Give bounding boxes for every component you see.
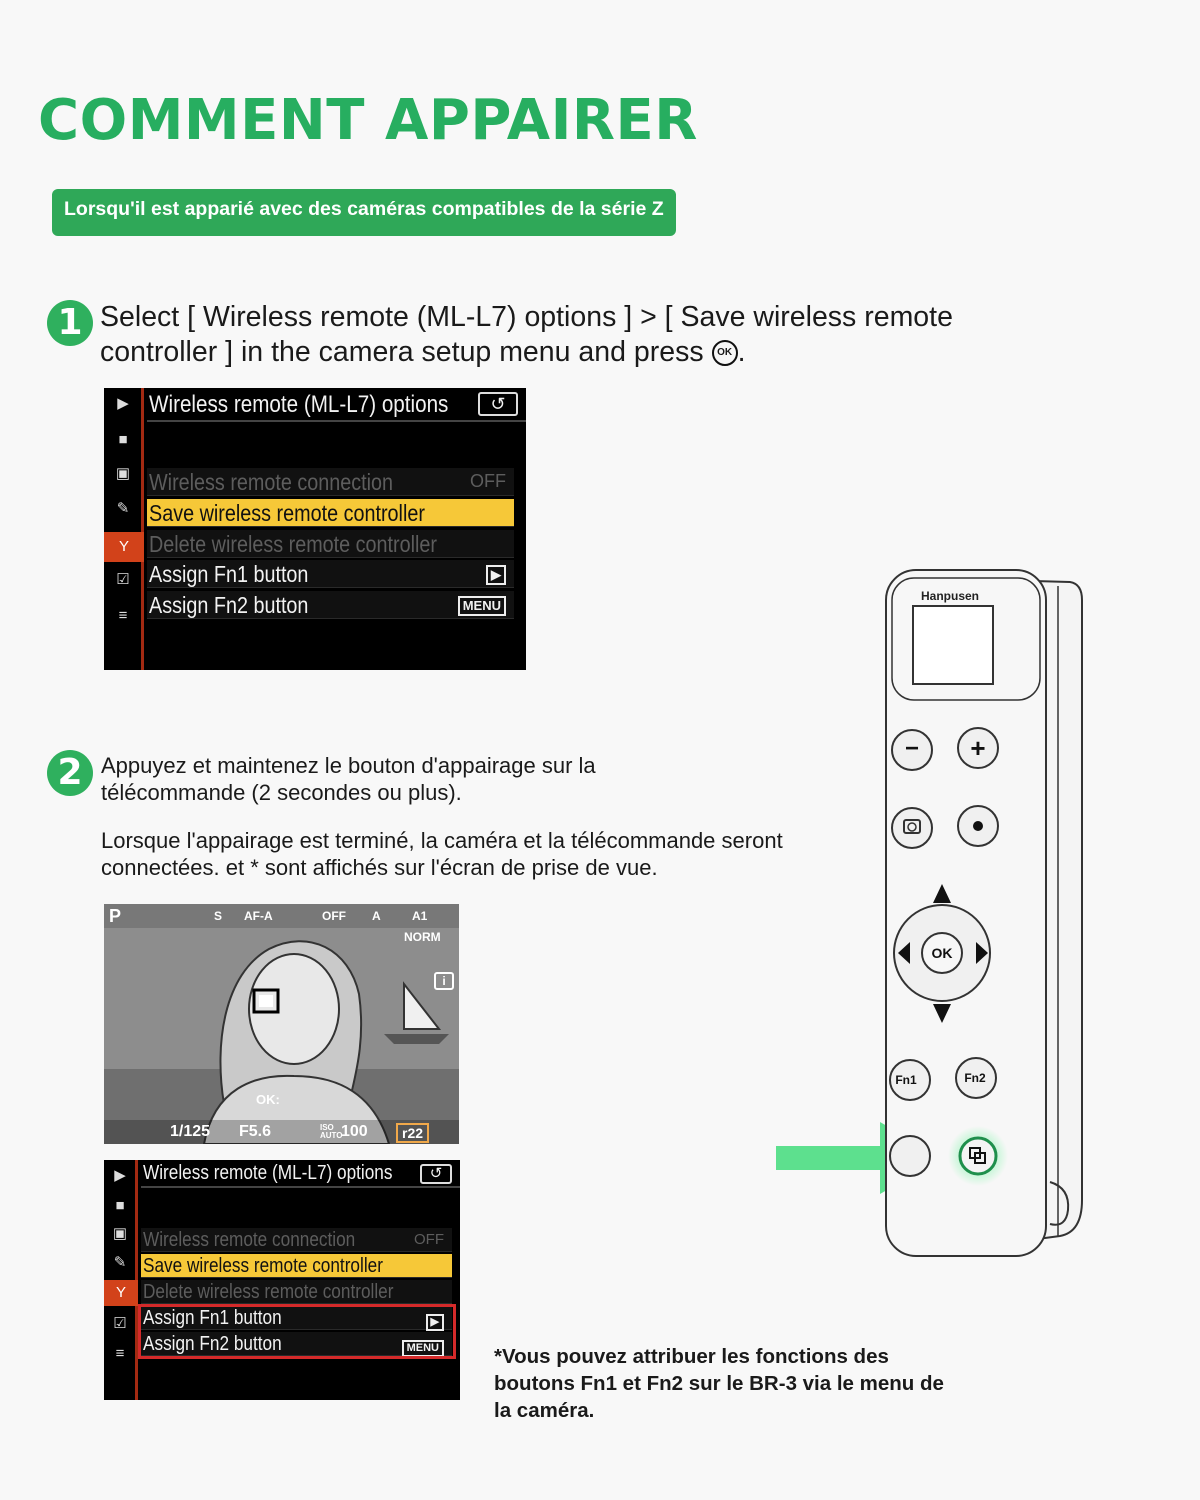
menu-title: Wireless remote (ML-L7) options [149,391,449,418]
menu-item-save-controller: Save wireless remote controller [147,499,514,527]
footnote: *Vous pouvez attribuer les fonctions des boutons Fn1 et Fn2 sur le BR-3 via le menu de la caméra. [494,1345,944,1422]
menu-item-assign-fn1: Assign Fn1 button ▶ [141,1306,452,1330]
lv-indicator-s: S [214,909,223,923]
page-title: COMMENT APPAIRER [38,88,698,153]
pencil-icon: ✎ [113,1254,127,1271]
lv-bottom-bar [104,1120,459,1144]
menu-sidebar [104,388,144,670]
camera-icon: ■ [118,431,128,448]
step-1-instruction [100,300,1060,370]
lv-mode: P [109,906,122,926]
menu-item-wireless-connection: Wireless remote connection OFF [147,468,514,496]
camera-menu-screen-2 [104,1160,460,1400]
step-2-instruction: Appuyez et maintenez le bouton d'appairage sur la télécommande (2 secondes ou plus). [101,753,596,805]
lv-indicator-off: OFF [322,909,346,923]
lv-iso-label: ISO AUTO [320,1123,343,1140]
menu-sidebar [104,1160,138,1400]
wrench-icon: Y [104,1280,138,1306]
lv-ok-hint: OK: [256,1092,280,1107]
step-2-note: Lorsque l'appairage est terminé, la caméra et la télécommande seront connectées. et * sont affichés sur l'écran de prise de vue. [101,828,783,880]
lv-shutter: 1/125 [170,1123,211,1140]
pencil-icon: ✎ [116,500,130,517]
lv-indicator-a: A [372,909,381,923]
lv-info-icon: i [434,972,454,990]
menu-item-save-controller: Save wireless remote controller [141,1254,452,1278]
menu-header [141,1160,460,1188]
lv-quality: NORM [404,930,441,944]
menu-title: Wireless remote (ML-L7) options [143,1162,393,1184]
menu-item-delete-controller: Delete wireless remote controller [147,530,514,558]
playback-box-icon: ▶ [426,1314,444,1331]
menu-item-assign-fn1: Assign Fn1 button ▶ [147,560,514,588]
step-1-trailing: . [737,336,746,368]
retouch-icon: ☑ [116,571,130,588]
menu-box-icon: MENU [402,1340,444,1357]
ok-button-icon: OK [712,340,738,366]
movie-icon: ▣ [112,1225,128,1242]
menu-box-icon: MENU [458,596,506,616]
step-2-number: 2 [47,750,93,796]
wrench-icon: Y [104,532,144,562]
menu-item-assign-fn2: Assign Fn2 button MENU [147,591,514,619]
fn1-button-label: Fn1 [895,1073,917,1087]
camera-menu-screen-1 [104,388,526,670]
back-icon: ↺ [478,392,518,416]
my-menu-icon: ≡ [115,1345,125,1362]
lv-aperture: F5.6 [239,1123,272,1140]
subtitle-badge: Lorsqu'il est apparié avec des caméras compatibles de la série Z [52,189,676,236]
ok-button-label: OK [931,945,953,961]
playback-icon: ▶ [117,395,129,412]
fn2-button-label: Fn2 [964,1071,986,1085]
lv-iso: 100 [341,1123,368,1140]
menu-item-delete-controller: Delete wireless remote controller [141,1280,452,1304]
remote-brand: Hanpusen [921,589,980,603]
menu-item-assign-fn2: Assign Fn2 button MENU [141,1332,452,1356]
lv-indicator-af: AF-A [244,909,273,923]
step-1-text: Select [ Wireless remote (ML-L7) options ] > [ Save wireless remote controller ] in the camera setup menu and press [100,301,953,368]
my-menu-icon: ≡ [118,607,128,624]
menu-item-wireless-connection: Wireless remote connection OFF [141,1228,452,1252]
retouch-icon: ☑ [113,1315,127,1332]
lv-indicator-a1: A1 [412,909,428,923]
playback-icon: ▶ [114,1167,126,1184]
plus-button-label: + [970,733,986,763]
playback-box-icon: ▶ [486,565,506,585]
remote-control-illustration [880,560,1085,1260]
camera-liveview-screen [104,904,459,1144]
camera-icon: ■ [115,1197,125,1214]
step-1-number: 1 [47,300,93,346]
back-icon: ↺ [420,1164,452,1184]
menu-header [147,388,526,422]
lv-shots-remaining: r22 [396,1123,429,1143]
movie-icon: ▣ [115,465,131,482]
fn-buttons-highlight-frame [138,1304,456,1359]
minus-button-label: − [904,735,919,762]
